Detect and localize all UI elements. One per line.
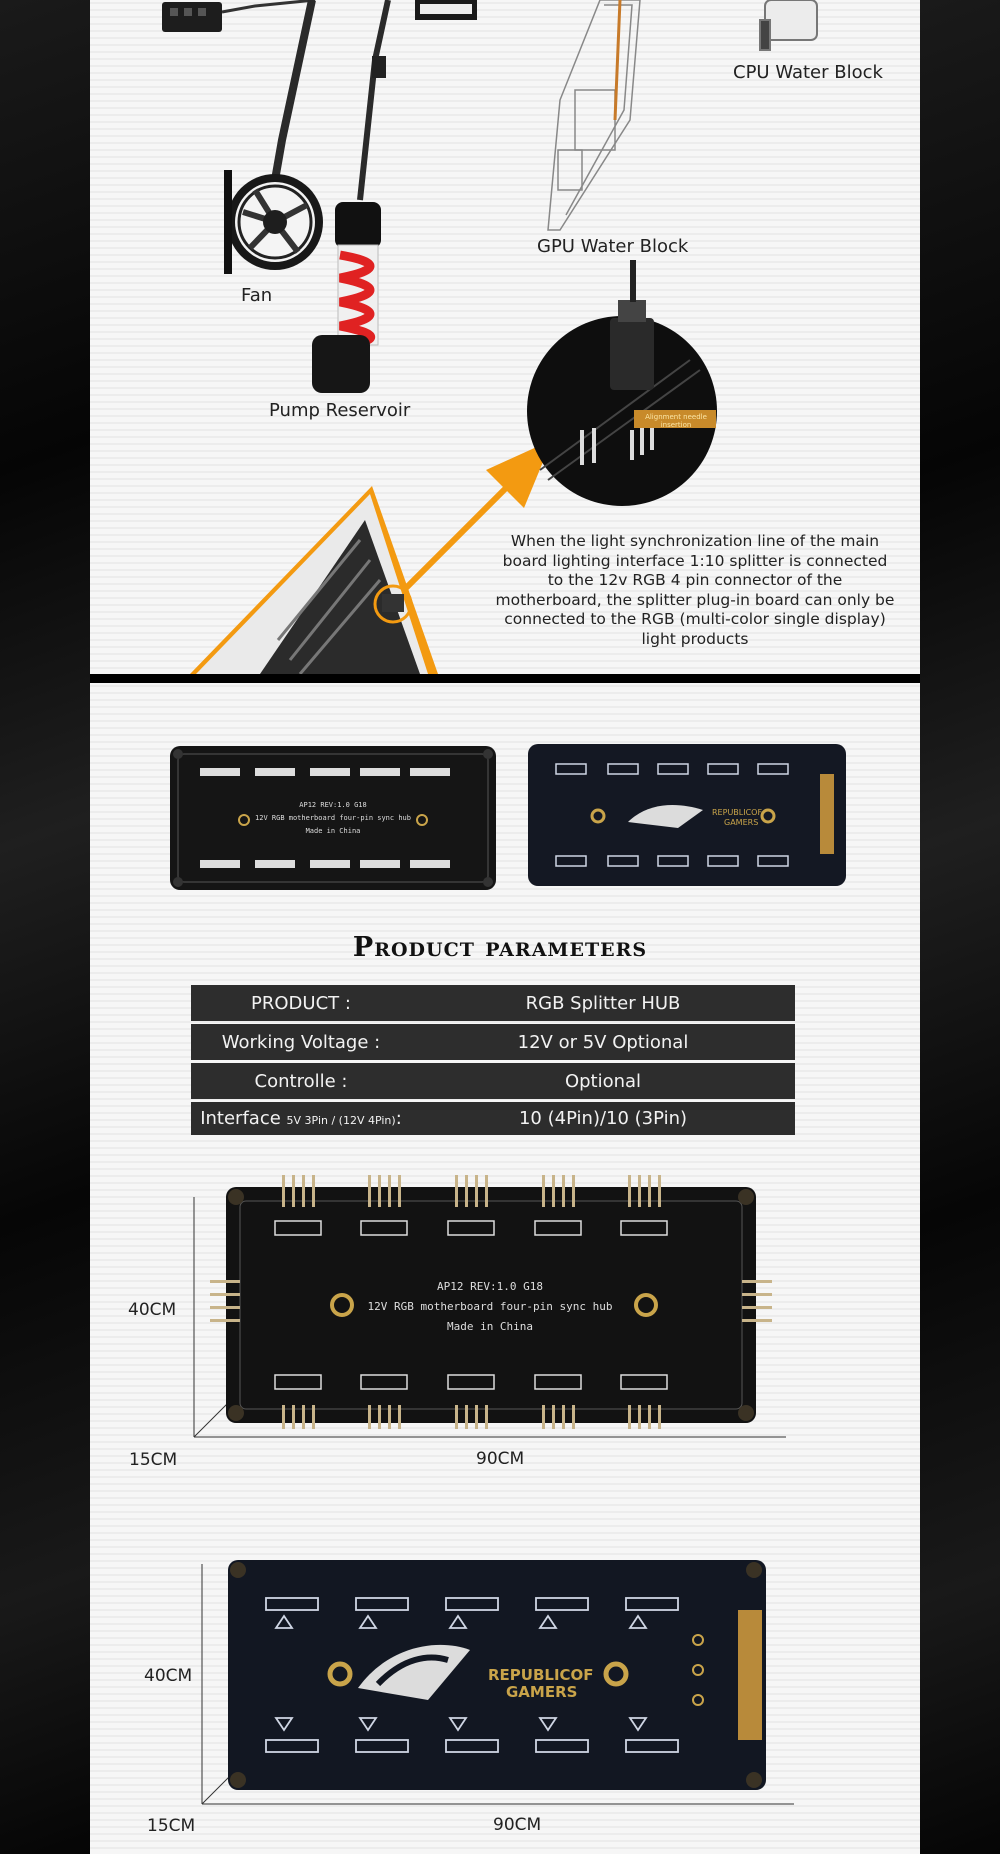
thumb1-line3: Made in China xyxy=(305,827,361,835)
fan-label: Fan xyxy=(241,285,273,306)
motherboard-icon xyxy=(190,486,438,674)
param-row-controller xyxy=(191,1063,795,1099)
thumb1-line2: 12V RGB motherboard four-pin sync hub xyxy=(255,814,411,822)
product-parameters-title: Product parameters xyxy=(352,932,648,963)
param-row-interface xyxy=(191,1102,795,1135)
board2-rog-line1: REPUBLICOF xyxy=(488,1666,594,1684)
thumb2-rog-line2: GAMERS xyxy=(724,818,759,827)
pump-cable xyxy=(360,0,388,200)
thumb1-line1: AP12 REV:1.0 G18 xyxy=(299,801,367,809)
pump-reservoir-label: Pump Reservoir xyxy=(269,400,411,421)
header-connector-icon xyxy=(415,0,477,20)
board1-height-label: 40CM xyxy=(128,1300,177,1320)
board1-line2: 12V RGB motherboard four-pin sync hub xyxy=(367,1300,613,1313)
param-key: Controlle : xyxy=(254,1070,348,1092)
alignment-callout: Alignment needle insertion xyxy=(645,413,707,429)
param-row-product xyxy=(191,985,795,1021)
molex-connector-icon xyxy=(162,0,315,32)
param-row-voltage xyxy=(191,1024,795,1060)
board-back-thumbnail xyxy=(528,744,846,886)
sync-line-note: When the light synchronization line of the main board lighting interface 1:10 splitter is connected to the 12v RGB 4 pin connector of the motherboard, the splitter plug-in board can only be connected to the RGB (multi-color single display) light products xyxy=(495,532,895,648)
thumb2-rog-line1: REPUBLICOF xyxy=(712,808,763,817)
fan-icon xyxy=(224,170,323,274)
param-key-main: Interface xyxy=(200,1108,281,1129)
board1-line3: Made in China xyxy=(446,1320,534,1333)
param-key xyxy=(191,1108,411,1129)
param-value: RGB Splitter HUB xyxy=(525,992,681,1014)
board2-depth-label: 15CM xyxy=(147,1816,196,1836)
gpu-water-block-icon xyxy=(548,0,640,230)
gpu-water-block-label: GPU Water Block xyxy=(537,236,689,257)
param-key-suffix: : xyxy=(395,1108,402,1129)
section-divider xyxy=(90,674,920,683)
board2-width-label: 90CM xyxy=(493,1815,542,1835)
cpu-water-block-label: CPU Water Block xyxy=(733,62,883,83)
board1-line1: AP12 REV:1.0 G18 xyxy=(437,1280,543,1293)
param-value: 12V or 5V Optional xyxy=(517,1031,689,1053)
param-value: Optional xyxy=(564,1070,642,1092)
board1-depth-label: 15CM xyxy=(129,1450,178,1470)
fan-cable xyxy=(275,0,312,180)
pump-reservoir-icon xyxy=(312,202,381,393)
board1-width-label: 90CM xyxy=(476,1449,525,1469)
board2-rog-line2: GAMERS xyxy=(506,1683,578,1701)
connector-zoom-icon xyxy=(527,260,717,506)
parameters-table xyxy=(191,985,795,1138)
cpu-water-block-icon xyxy=(760,0,817,50)
board2-height-label: 40CM xyxy=(144,1666,193,1686)
param-key: PRODUCT : xyxy=(251,992,351,1014)
param-key: Working Voltage : xyxy=(221,1031,381,1053)
param-key-small: 5V 3Pin / (12V 4Pin) xyxy=(286,1114,396,1127)
param-value: 10 (4Pin)/10 (3Pin) xyxy=(518,1108,688,1129)
